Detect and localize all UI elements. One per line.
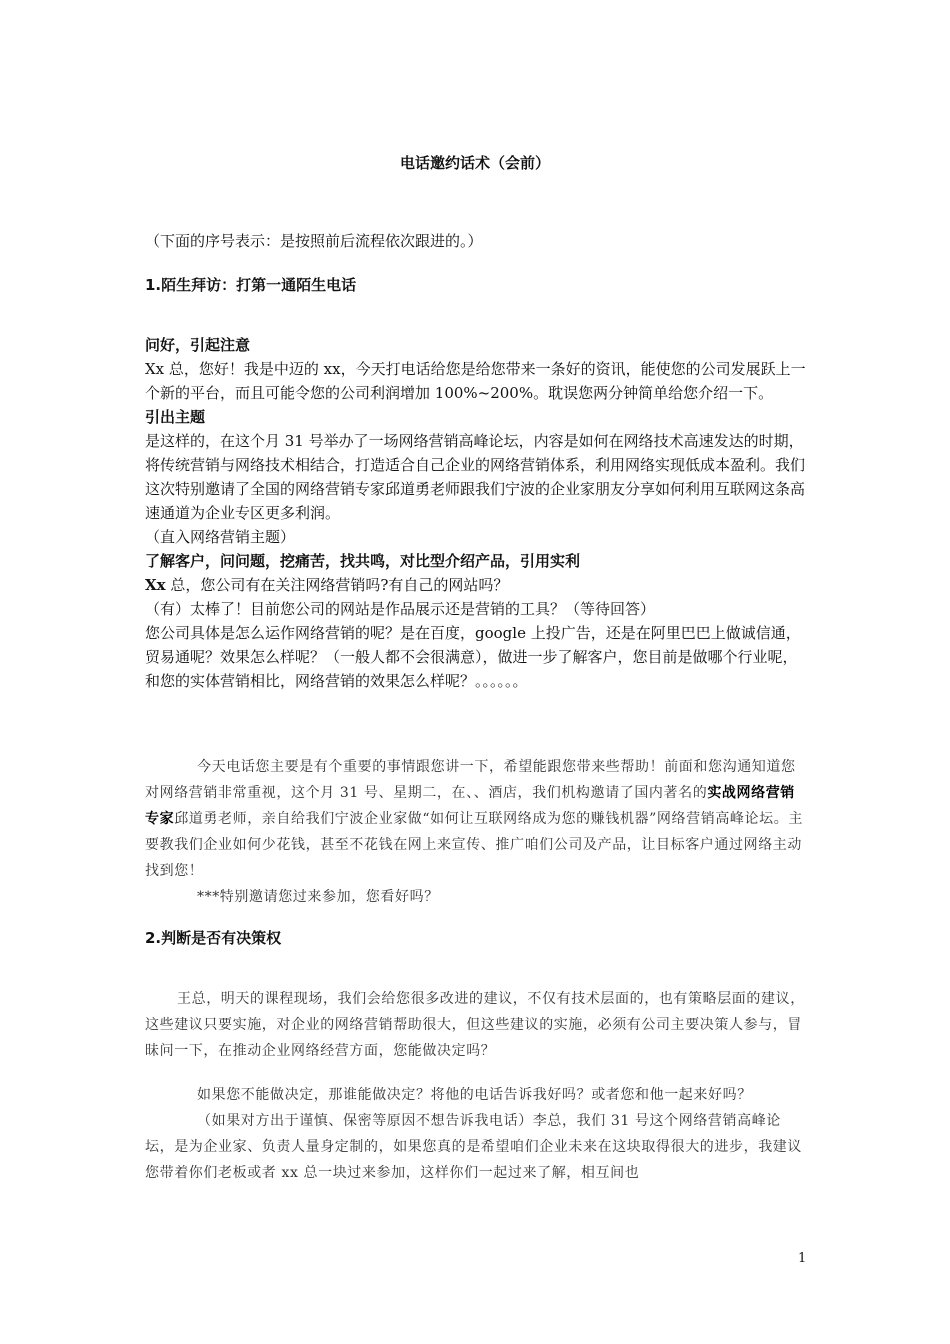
section-2-p2-block: [145, 1082, 808, 1186]
detail-text: 您公司具体是怎么运作网络营销的呢？是在百度，google 上投广告，还是在阿里巴巴上做诚信通，贸易通呢？效果怎么样呢？（一般人都不会很满意），做进一步了解客户，您目前是做哪个行业呢，和您的实体营销相比，网络营销的效果怎么样呢？。。。。。。: [145, 624, 801, 690]
understand-heading: 了解客户，问问题，挖痛苦，找共鸣，对比型介绍产品，引用实利: [145, 552, 581, 570]
invite-paragraph: [145, 754, 808, 884]
note-text: （下面的序号表示：是按照前后流程依次跟进的。）: [145, 232, 483, 250]
question-rest: 总，您公司有在关注网络营销吗?有自己的网站吗？: [165, 576, 509, 594]
page-number: 1: [798, 1251, 807, 1266]
section-1-heading: 1.陌生拜访：打第一通陌生电话: [145, 276, 357, 294]
question-line: [145, 573, 808, 597]
section-2-heading: 2.判断是否有决策权: [145, 929, 282, 947]
invite-pre: 今天电话您主要是有个重要的事情跟您讲一下，希望能跟您带来些帮助！前面和您沟通知道您对网络营销非常重视，这个月 31 号、星期二，在、、酒店，我们机构邀请了国内著名的: [145, 759, 796, 801]
question-prefix: Xx: [145, 576, 166, 594]
section-1-heading-block: [145, 273, 808, 297]
greet-heading: 问好，引起注意: [145, 336, 251, 354]
sequence-note: [145, 229, 808, 253]
special-invite: ***特别邀请您过来参加，您看好吗？: [197, 889, 439, 905]
direct-note: （直入网络营销主题）: [145, 528, 296, 546]
topic-heading: 引出主题: [145, 408, 206, 426]
greet-text: Xx 总，您好！我是中迈的 xx，今天打电话给您是给您带来一条好的资讯，能使您的公司发展跃上一个新的平台，而且可能令您的公司利润增加 100%~200%。耽误您两分钟简单给您介绍一下。: [145, 360, 806, 402]
section-2-p3: （如果对方出于谨慎、保密等原因不想告诉我电话）李总，我们 31 号这个网络营销高峰论坛，是为企业家、负责人量身定制的，如果您真的是希望咱们企业未来在这块取得很大的进步，我建议您带着你们老板或者 xx 总一块过来参加，这样你们一起过来了解，相互间也: [145, 1113, 802, 1181]
section-2-p2: 如果您不能做决定，那谁能做决定？将他的电话告诉我好吗？或者您和他一起来好吗？: [197, 1087, 752, 1103]
section-2-p1-block: [145, 986, 808, 1064]
answer-line: （有）太棒了！目前您公司的网站是作品展示还是营销的工具？（等待回答）: [145, 600, 656, 618]
invite-bold: 实战网络营销专家: [145, 785, 795, 827]
invite-post: 邱道勇老师，亲自给我们宁波企业家做“如何让互联网络成为您的赚钱机器”网络营销高峰论坛。主要教我们企业如何少花钱，甚至不花钱在网上来宣传、推广咱们公司及产品，让目标客户通过网络主动找到您！: [145, 811, 803, 879]
section-1-body: [145, 333, 808, 693]
section-2-p1: 王总，明天的课程现场，我们会给您很多改进的建议，不仅有技术层面的，也有策略层面的建议，这些建议只要实施，对企业的网络营销帮助很大，但这些建议的实施，必须有公司主要决策人参与，冒昧问一下，在推动企业网络经营方面，您能做决定吗？: [145, 991, 805, 1059]
topic-text: 是这样的，在这个月 31 号举办了一场网络营销高峰论坛，内容是如何在网络技术高速发达的时期，将传统营销与网络技术相结合，打造适合自己企业的网络营销体系，利用网络实现低成本盈利。我们这次特别邀请了全国的网络营销专家邱道勇老师跟我们宁波的企业家朋友分享如何利用互联网这条高速通道为企业专区更多利润。: [145, 432, 806, 522]
section-2-heading-block: [145, 926, 808, 950]
invite-block: [145, 754, 808, 910]
document-title: 电话邀约话术（会前）: [399, 154, 550, 172]
